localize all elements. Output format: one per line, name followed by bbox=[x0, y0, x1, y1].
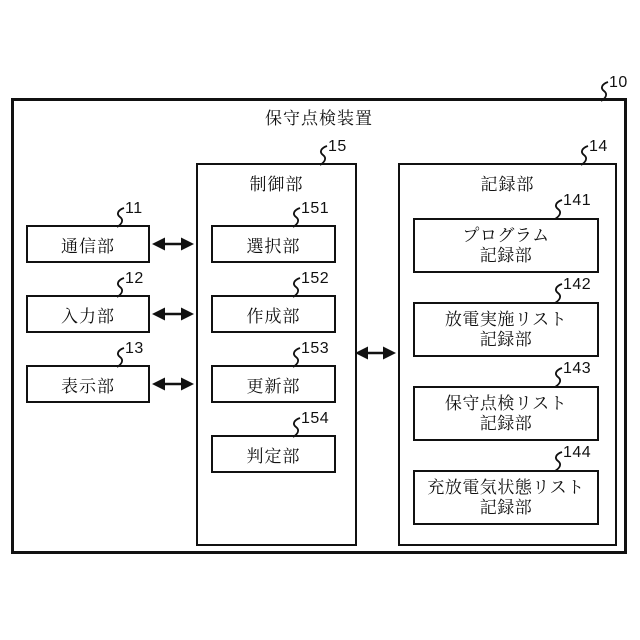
block-discharge-list-record-unit bbox=[413, 302, 599, 357]
group-label-recording: 記録部 bbox=[480, 175, 535, 194]
block-label: 選択部 bbox=[246, 236, 301, 256]
block-update-unit bbox=[211, 365, 336, 403]
block-selection-unit bbox=[211, 225, 336, 263]
ref-154 bbox=[290, 411, 329, 438]
block-determination-unit bbox=[211, 435, 336, 473]
block-display-unit bbox=[26, 365, 150, 403]
ref-144 bbox=[552, 445, 591, 472]
ref-153 bbox=[290, 341, 329, 368]
ref-number: 10 bbox=[609, 74, 628, 91]
ref-12 bbox=[114, 271, 144, 298]
ref-141 bbox=[552, 193, 591, 220]
leader-squiggle-icon bbox=[114, 276, 125, 298]
ref-14 bbox=[578, 139, 608, 166]
ref-number: 143 bbox=[563, 360, 592, 377]
ref-151 bbox=[290, 201, 329, 228]
leader-squiggle-icon bbox=[114, 346, 125, 368]
block-label-line2: 記録部 bbox=[479, 329, 533, 349]
ref-11 bbox=[114, 201, 143, 228]
block-label-line2: 記録部 bbox=[479, 413, 533, 433]
device-title: 保守点検装置 bbox=[265, 109, 373, 128]
block-charge-state-list-record-unit bbox=[413, 470, 599, 525]
ref-number: 141 bbox=[563, 192, 592, 209]
ref-number: 12 bbox=[125, 270, 144, 287]
leader-squiggle-icon bbox=[290, 206, 301, 228]
ref-142 bbox=[552, 277, 591, 304]
ref-13 bbox=[114, 341, 144, 368]
ref-15 bbox=[317, 139, 347, 166]
block-label-line2: 記録部 bbox=[479, 497, 533, 517]
ref-number: 152 bbox=[301, 270, 330, 287]
block-creation-unit bbox=[211, 295, 336, 333]
leader-squiggle-icon bbox=[552, 282, 563, 304]
leader-squiggle-icon bbox=[578, 144, 589, 166]
group-label-control: 制御部 bbox=[249, 175, 304, 194]
block-label: 判定部 bbox=[246, 446, 301, 466]
block-label: 作成部 bbox=[246, 306, 301, 326]
block-label-line1: 充放電気状態リスト bbox=[427, 477, 585, 497]
ref-10 bbox=[598, 75, 628, 102]
block-label-line1: 放電実施リスト bbox=[444, 309, 568, 329]
block-label-line1: プログラム bbox=[462, 225, 550, 245]
leader-squiggle-icon bbox=[317, 144, 328, 166]
leader-squiggle-icon bbox=[552, 450, 563, 472]
block-maintenance-list-record-unit bbox=[413, 386, 599, 441]
leader-squiggle-icon bbox=[552, 366, 563, 388]
block-label: 入力部 bbox=[61, 306, 115, 326]
ref-number: 14 bbox=[589, 138, 608, 155]
ref-143 bbox=[552, 361, 591, 388]
leader-squiggle-icon bbox=[290, 416, 301, 438]
ref-number: 15 bbox=[328, 138, 347, 155]
leader-squiggle-icon bbox=[552, 198, 563, 220]
leader-squiggle-icon bbox=[598, 80, 609, 102]
group-control-unit bbox=[196, 163, 357, 546]
block-label: 更新部 bbox=[246, 376, 301, 396]
block-label-line2: 記録部 bbox=[479, 245, 533, 265]
leader-squiggle-icon bbox=[114, 206, 125, 228]
ref-number: 154 bbox=[301, 410, 330, 427]
ref-number: 142 bbox=[563, 276, 592, 293]
ref-152 bbox=[290, 271, 329, 298]
block-program-record-unit bbox=[413, 218, 599, 273]
leader-squiggle-icon bbox=[290, 276, 301, 298]
ref-number: 144 bbox=[563, 444, 592, 461]
ref-number: 151 bbox=[301, 200, 330, 217]
block-communication-unit bbox=[26, 225, 150, 263]
block-label-line1: 保守点検リスト bbox=[444, 393, 568, 413]
ref-number: 153 bbox=[301, 340, 330, 357]
ref-number: 13 bbox=[125, 340, 144, 357]
block-label: 通信部 bbox=[61, 236, 115, 256]
block-input-unit bbox=[26, 295, 150, 333]
leader-squiggle-icon bbox=[290, 346, 301, 368]
ref-number: 11 bbox=[125, 200, 143, 217]
block-label: 表示部 bbox=[61, 376, 115, 396]
